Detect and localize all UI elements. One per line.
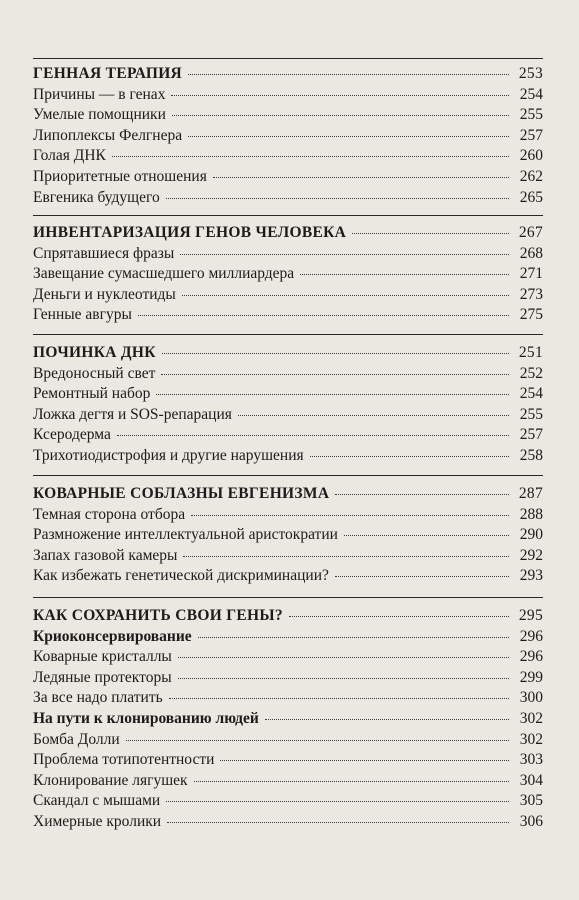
toc-entry: Евгеника будущего 265 [33, 188, 543, 206]
toc-entry: Ложка дегтя и SOS-репарация 255 [33, 405, 543, 423]
toc-entry: Ремонтный набор 254 [33, 385, 543, 403]
toc-entry: Деньги и нуклеотиды 273 [33, 285, 543, 303]
section-divider [33, 58, 543, 59]
toc-entry: Темная сторона отбора 288 [33, 505, 543, 523]
toc-section-human-genes-inventory [33, 223, 543, 326]
toc-entry: Ксеродерма 257 [33, 426, 543, 444]
section-heading: КАК СОХРАНИТЬ СВОИ ГЕНЫ? 295 [33, 607, 543, 624]
toc-entry: Коварные кристаллы 296 [33, 648, 543, 666]
toc-entry: Генные авгуры 275 [33, 306, 543, 324]
toc-entry: Вредоносный свет 252 [33, 364, 543, 382]
toc-entry: Умелые помощники 255 [33, 106, 543, 124]
toc-entry: Скандал с мышами 305 [33, 792, 543, 810]
toc-entry: Завещание сумасшедшего миллиардера 271 [33, 265, 543, 283]
toc-entry: Ледяные протекторы 299 [33, 668, 543, 686]
toc-entry: Причины — в генах 254 [33, 85, 543, 103]
toc-section-gene-therapy [33, 64, 543, 208]
toc-entry: Голая ДНК 260 [33, 147, 543, 165]
section-heading: ПОЧИНКА ДНК 251 [33, 344, 543, 361]
toc-entry: Размножение интеллектуальной аристократии 290 [33, 526, 543, 544]
toc-entry: Химерные кролики 306 [33, 812, 543, 830]
toc-entry: Липоплексы Фелгнера 257 [33, 126, 543, 144]
toc-section-dna-repair [33, 343, 543, 467]
section-heading: ИНВЕНТАРИЗАЦИЯ ГЕНОВ ЧЕЛОВЕКА 267 [33, 224, 543, 241]
subsection-heading: Криоконсервирование 296 [33, 627, 543, 645]
section-divider [33, 334, 543, 335]
toc-entry: Бомба Долли 302 [33, 730, 543, 748]
subsection-heading: На пути к клонированию людей 302 [33, 709, 543, 727]
section-divider [33, 597, 543, 598]
toc-entry: Как избежать генетической дискриминации? 293 [33, 567, 543, 585]
section-divider [33, 475, 543, 476]
toc-section-save-genes [33, 606, 543, 833]
toc-entry: Клонирование лягушек 304 [33, 771, 543, 789]
toc-entry: За все надо платить 300 [33, 689, 543, 707]
toc-entry: Проблема тотипотентности 303 [33, 751, 543, 769]
section-divider [33, 215, 543, 216]
section-heading: ГЕННАЯ ТЕРАПИЯ 253 [33, 65, 543, 82]
toc-entry: Трихотиодистрофия и другие нарушения 258 [33, 446, 543, 464]
toc-entry: Запах газовой камеры 292 [33, 546, 543, 564]
toc-entry: Приоритетные отношения 262 [33, 167, 543, 185]
toc-entry: Спрятавшиеся фразы 268 [33, 244, 543, 262]
section-heading: КОВАРНЫЕ СОБЛАЗНЫ ЕВГЕНИЗМА 287 [33, 485, 543, 502]
toc-section-eugenics [33, 484, 543, 587]
